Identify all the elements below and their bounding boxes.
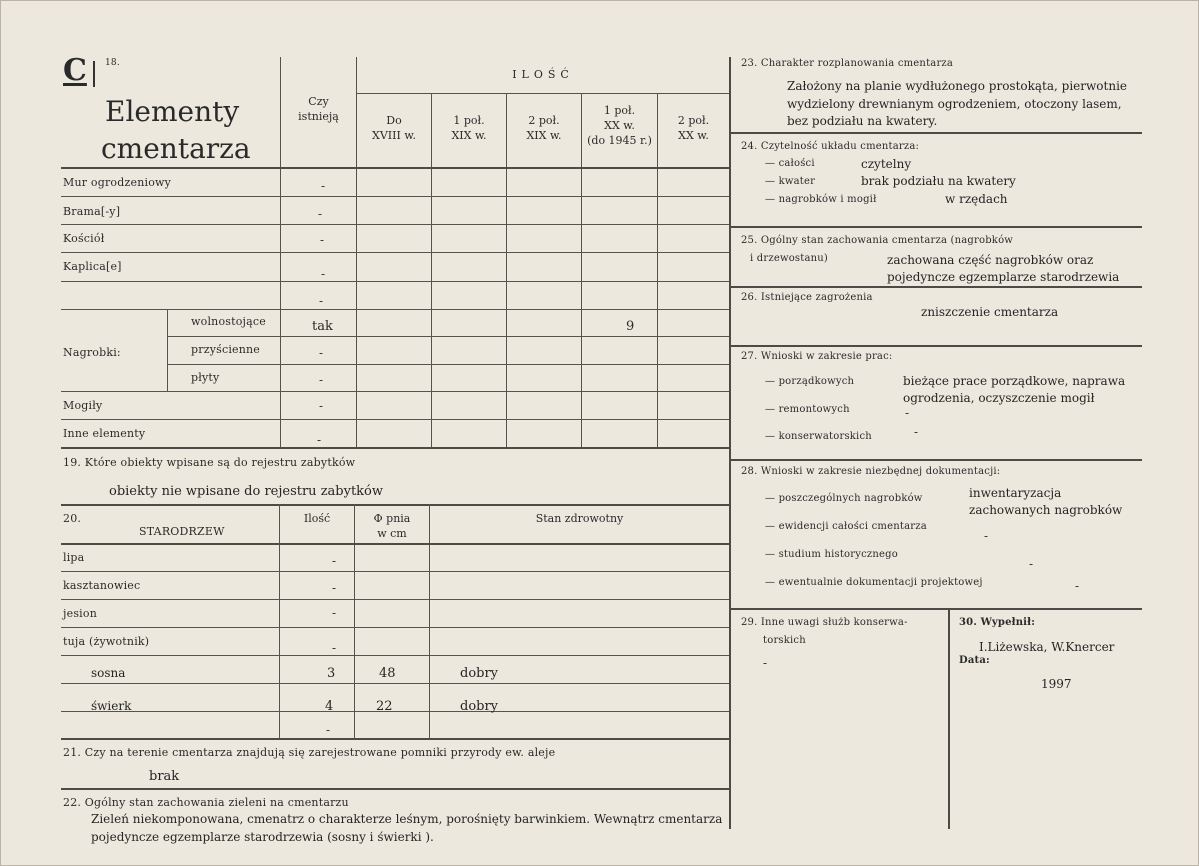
- s20-number: 20.: [63, 512, 82, 525]
- s28-row: — poszczególnych nagrobków: [765, 493, 923, 504]
- s25-answer: zachowana część nagrobków oraz: [887, 253, 1094, 267]
- period-header-4: [582, 103, 657, 148]
- tree-name: lipa: [63, 551, 85, 564]
- period-line: XVIII w.: [372, 129, 416, 142]
- s27-row: — konserwatorskich: [765, 431, 872, 442]
- letter-bar: [93, 61, 95, 87]
- grid-line: [431, 93, 432, 447]
- element-label: Kościół: [63, 232, 105, 245]
- s20-diam-header: [355, 511, 429, 541]
- s24-row-label: — nagrobków i mogił: [765, 194, 877, 205]
- s23-answer: wydzielony drewnianym ogrodzeniem, otoczony lasem,: [787, 97, 1122, 111]
- page-title-line2: cmentarza: [101, 132, 251, 165]
- element-label: Brama[-y]: [63, 205, 121, 218]
- s25-question: 25. Ogólny stan zachowania cmentarza (nagrobków: [741, 235, 1014, 246]
- element-exists: -: [319, 399, 324, 413]
- grid-line: [731, 286, 1142, 288]
- nagrobki-type: płyty: [191, 371, 220, 384]
- s24-row-value: czytelny: [861, 157, 912, 171]
- tree-name: kasztanowiec: [63, 579, 141, 592]
- grid-line: [61, 281, 729, 282]
- element-exists: -: [319, 294, 324, 308]
- grid-line: [356, 93, 729, 94]
- s27-row: — remontowych: [765, 404, 850, 415]
- period-line: XIX w.: [451, 129, 487, 142]
- tree-count: -: [332, 641, 337, 655]
- s28-answer: zachowanych nagrobków: [969, 503, 1123, 517]
- grid-line: [731, 226, 1142, 228]
- grid-line: [61, 419, 729, 420]
- grid-line: [61, 252, 729, 253]
- s29-answer: -: [763, 656, 768, 670]
- s30-question: 30. Wypełnił:: [959, 617, 1036, 628]
- s26-question: 26. Istniejące zagrożenia: [741, 292, 873, 303]
- grid-line: [657, 93, 658, 447]
- exists-header-line1: Czy: [308, 95, 329, 108]
- grid-line: [279, 504, 280, 738]
- period-line: XX w.: [678, 129, 709, 142]
- nagrobki-count: 9: [626, 319, 635, 334]
- element-exists: -: [321, 267, 326, 281]
- diam-header-line: Φ pnia: [373, 512, 411, 525]
- s28-question: 28. Wnioski w zakresie niezbędnej dokumentacji:: [741, 466, 1001, 477]
- s22-answer: pojedyncze egzemplarze starodrzewia (sosny i świerki ).: [91, 830, 434, 844]
- tree-name: tuja (żywotnik): [63, 635, 150, 648]
- grid-line: [167, 364, 729, 365]
- s24-question: 24. Czytelność układu cmentarza:: [741, 141, 920, 152]
- s26-answer: zniszczenie cmentarza: [921, 305, 1059, 319]
- grid-line: [731, 345, 1142, 347]
- grid-line: [61, 309, 729, 310]
- s19-answer: obiekty nie wpisane do rejestru zabytków: [109, 484, 384, 499]
- s28-dash: -: [1075, 579, 1080, 593]
- grid-line: [61, 571, 729, 572]
- grid-line: [731, 608, 1142, 610]
- element-exists: -: [320, 233, 325, 247]
- grid-line: [61, 167, 729, 169]
- s25-answer: pojedyncze egzemplarze starodrzewia: [887, 270, 1120, 284]
- section-number: 18.: [105, 58, 120, 68]
- period-line: 2 poł.: [528, 114, 560, 127]
- period-line: XIX w.: [526, 129, 562, 142]
- grid-line: [167, 309, 168, 391]
- s30-date: 1997: [1041, 677, 1072, 691]
- nagrobki-type: wolnostojące: [191, 315, 266, 328]
- grid-line: [61, 599, 729, 600]
- grid-line: [948, 608, 950, 829]
- tree-count: 3: [327, 666, 336, 681]
- tree-diam: 48: [379, 666, 396, 681]
- tree-diam: 22: [376, 699, 393, 714]
- quantity-header: ILOŚĆ: [512, 68, 574, 81]
- s22-question: 22. Ogólny stan zachowania zieleni na cmentarzu: [63, 796, 349, 809]
- s27-dash: -: [914, 425, 919, 439]
- s27-row: — porządkowych: [765, 376, 855, 387]
- s23-answer: bez podziału na kwatery.: [787, 114, 938, 128]
- grid-line: [429, 504, 430, 738]
- grid-line: [61, 738, 729, 740]
- element-label: Inne elementy: [63, 427, 146, 440]
- grid-line: [61, 788, 729, 790]
- grid-line: [61, 391, 729, 392]
- tree-count: -: [332, 554, 337, 568]
- grid-line: [61, 655, 729, 656]
- page-title: Elementy: [105, 95, 240, 128]
- grid-line: [167, 336, 729, 337]
- s24-row-label: — kwater: [765, 176, 816, 187]
- grid-line: [61, 196, 729, 197]
- grid-line: [506, 93, 507, 447]
- tree-count: -: [332, 606, 337, 620]
- element-exists: -: [318, 207, 323, 221]
- s21-answer: brak: [149, 769, 180, 784]
- s20-title: STARODRZEW: [139, 525, 225, 538]
- period-header-2: [432, 113, 506, 143]
- s28-answer: inwentaryzacja: [969, 486, 1062, 500]
- tree-name: jesion: [63, 607, 97, 620]
- period-line: 1 poł.: [453, 114, 485, 127]
- tree-name: sosna: [91, 666, 126, 680]
- exists-header: [281, 94, 356, 124]
- grid-line: [61, 543, 729, 545]
- period-header-1: [357, 113, 431, 143]
- s24-row-label: — całości: [765, 158, 815, 169]
- diam-header-line: w cm: [377, 527, 407, 540]
- section-letter: C: [63, 53, 87, 88]
- s24-row-value: brak podziału na kwatery: [861, 174, 1016, 188]
- grid-line: [731, 459, 1142, 461]
- s19-question: 19. Które obiekty wpisane są do rejestru zabytków: [63, 456, 356, 469]
- period-line: 2 poł.: [677, 114, 710, 127]
- tree-count: -: [326, 723, 331, 737]
- tree-count: 4: [325, 699, 334, 714]
- s28-row: — ewidencji całości cmentarza: [765, 521, 927, 532]
- nagrobki-exists: tak: [312, 319, 333, 334]
- nagrobki-type: przyścienne: [191, 343, 261, 356]
- s28-dash: -: [984, 529, 989, 543]
- s29-question: torskich: [763, 635, 806, 646]
- tree-health: dobry: [460, 699, 499, 714]
- grid-line: [61, 683, 729, 684]
- s22-answer: Zieleń niekomponowana, cmenatrz o charakterze leśnym, porośnięty barwinkiem. Wewnątrz cmentarza: [91, 812, 723, 826]
- element-label: Mogiły: [63, 399, 103, 412]
- s20-count-header: Ilość: [303, 512, 331, 525]
- s28-row: — studium historycznego: [765, 549, 898, 560]
- grid-line: [61, 447, 729, 449]
- period-line: (do 1945 r.): [587, 134, 652, 147]
- s28-row: — ewentualnie dokumentacji projektowej: [765, 577, 983, 588]
- s27-question: 27. Wnioski w zakresie prac:: [741, 351, 893, 362]
- period-line: 1 poł.: [603, 104, 636, 117]
- grid-line: [61, 504, 729, 506]
- s30-filled-by: I.Liżewska, W.Knercer: [979, 640, 1115, 654]
- element-exists: -: [317, 433, 322, 447]
- s24-row-value: w rzędach: [945, 192, 1008, 206]
- period-header-5: [658, 113, 729, 143]
- tree-name: świerk: [91, 699, 132, 713]
- grid-line: [61, 627, 729, 628]
- nagrobki-exists: -: [319, 346, 324, 360]
- nagrobki-label: Nagrobki:: [63, 346, 121, 359]
- element-exists: -: [321, 179, 326, 193]
- s23-answer: Założony na planie wydłużonego prostokąta, pierwotnie: [787, 79, 1128, 93]
- grid-line: [61, 711, 729, 712]
- exists-header-line2: istnieją: [298, 110, 339, 123]
- s27-answer: ogrodzenia, oczyszczenie mogił: [903, 391, 1095, 405]
- s21-question: 21. Czy na terenie cmentarza znajdują się zarejestrowane pomniki przyrody ew. aleje: [63, 746, 556, 759]
- s27-answer: bieżące prace porządkowe, naprawa: [903, 374, 1126, 388]
- element-label: Kaplica[e]: [63, 260, 122, 273]
- column-divider: [729, 57, 731, 829]
- period-header-3: [507, 113, 581, 143]
- s23-question: 23. Charakter rozplanowania cmentarza: [741, 58, 954, 69]
- tree-count: -: [332, 581, 337, 595]
- s27-dash: -: [905, 406, 910, 420]
- period-line: Do: [386, 114, 402, 127]
- grid-line: [61, 224, 729, 225]
- nagrobki-exists: -: [319, 373, 324, 387]
- s28-dash: -: [1029, 557, 1034, 571]
- element-label: Mur ogrodzeniowy: [63, 176, 172, 189]
- period-line: XX w.: [604, 119, 635, 132]
- s30-date-label: Data:: [959, 655, 990, 666]
- s29-question: 29. Inne uwagi służb konserwa-: [741, 617, 908, 628]
- grid-line: [731, 132, 1142, 134]
- s20-health-header: Stan zdrowotny: [535, 512, 624, 525]
- tree-health: dobry: [460, 666, 499, 681]
- s25-question: i drzewostanu): [750, 253, 829, 264]
